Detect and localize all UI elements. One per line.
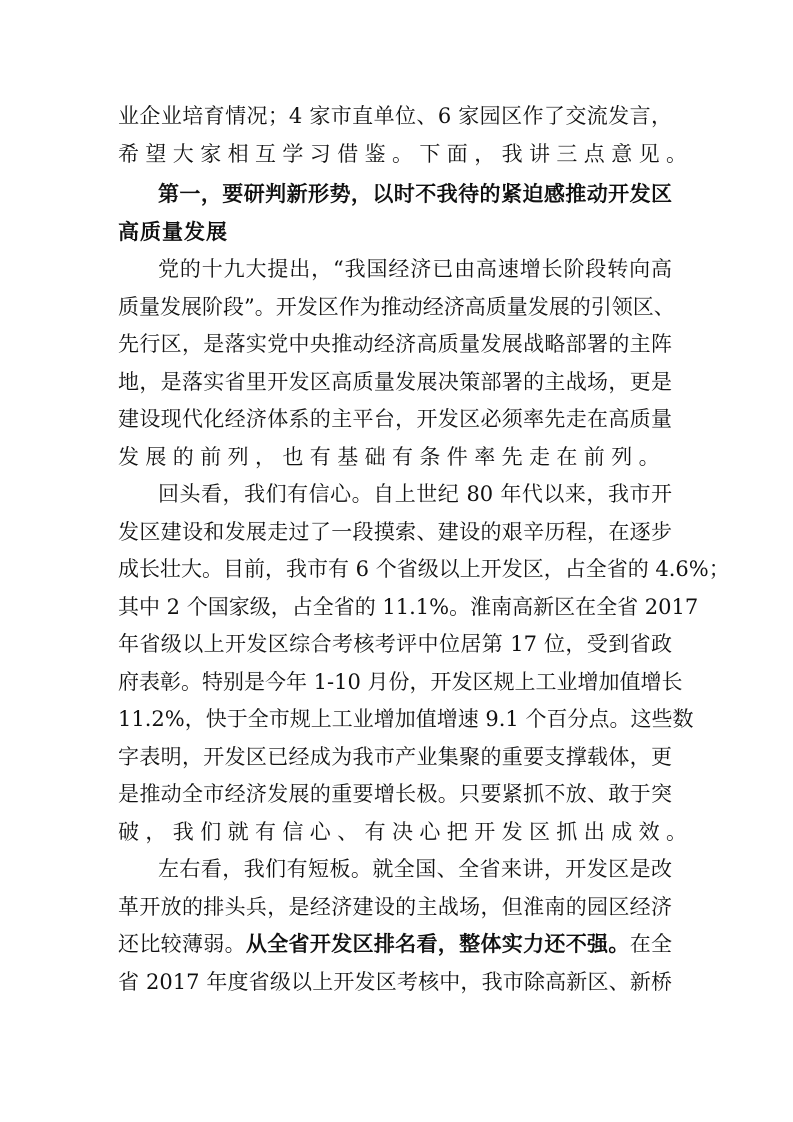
text-line-mixed bbox=[118, 926, 672, 964]
text-line: 回头看，我们有信心。自上世纪 80 年代以来，我市开 bbox=[158, 482, 672, 506]
bold-emphasis: 从全省开发区排名看，整体实力还不强。 bbox=[245, 932, 630, 956]
text-line: 质量发展阶段”。开发区作为推动经济高质量发展的引领区、 bbox=[118, 294, 675, 319]
text-line: 其中 2 个国家级，占全省的 11.1%。淮南高新区在全省 2017 bbox=[118, 594, 699, 619]
text-line: 成长壮大。目前，我市有 6 个省级以上开发区，占全省的 4.6%； bbox=[118, 557, 730, 581]
text-line: 省 2017 年度省级以上开发区考核中，我市除高新区、新桥 bbox=[118, 969, 672, 994]
text-line: 破，我们就有信心、有决心把开发区抓出成效。 bbox=[118, 819, 694, 844]
paragraph-confidence bbox=[118, 476, 730, 851]
text-line: 革开放的排头兵，是经济建设的主战场，但淮南的园区经济 bbox=[118, 894, 672, 919]
section-heading bbox=[118, 176, 672, 251]
text-line: 希望大家相互学习借鉴。下面，我讲三点意见。 bbox=[118, 141, 694, 166]
text-line: 发区建设和发展走过了一段摸索、建设的艰辛历程，在逐步 bbox=[118, 519, 672, 544]
text-line: 左右看，我们有短板。就全国、全省来讲，开发区是改 bbox=[158, 857, 672, 881]
text-line: 字表明，开发区已经成为我市产业集聚的重要支撑载体，更 bbox=[118, 744, 672, 769]
heading-line: 高质量发展 bbox=[118, 219, 228, 244]
text-line: 建设现代化经济体系的主平台，开发区必须率先走在高质量 bbox=[118, 407, 672, 431]
text-line: 府表彰。特别是今年 1-10 月份，开发区规上工业增加值增长 bbox=[118, 669, 683, 694]
paragraph-background bbox=[118, 251, 675, 476]
text-line: 11.2%，快于全市规上工业增加值增速 9.1 个百分点。这些数 bbox=[118, 707, 694, 731]
heading-line: 第一，要研判新形势，以时不我待的紧迫感推动开发区 bbox=[158, 182, 672, 206]
paragraph-intro bbox=[118, 98, 694, 173]
text-segment: 在全 bbox=[629, 932, 673, 956]
text-line: 先行区，是落实党中央推动经济高质量发展战略部署的主阵 bbox=[118, 332, 672, 356]
text-line: 业企业培育情况；4 家市直单位、6 家园区作了交流发言， bbox=[118, 104, 672, 128]
paragraph-shortcomings bbox=[118, 851, 672, 1001]
text-line: 地，是落实省里开发区高质量发展决策部署的主战场，更是 bbox=[118, 369, 672, 394]
text-line: 发展的前列，也有基础有条件率先走在前列。 bbox=[118, 444, 666, 469]
document-page bbox=[118, 98, 730, 1001]
text-segment: 还比较薄弱。 bbox=[118, 932, 246, 956]
text-line: 党的十九大提出，“我国经济已由高速增长阶段转向高 bbox=[158, 257, 672, 281]
text-line: 年省级以上开发区综合考核考评中位居第 17 位，受到省政 bbox=[118, 632, 672, 656]
text-line: 是推动全市经济发展的重要增长极。只要紧抓不放、敢于突 bbox=[118, 782, 672, 806]
